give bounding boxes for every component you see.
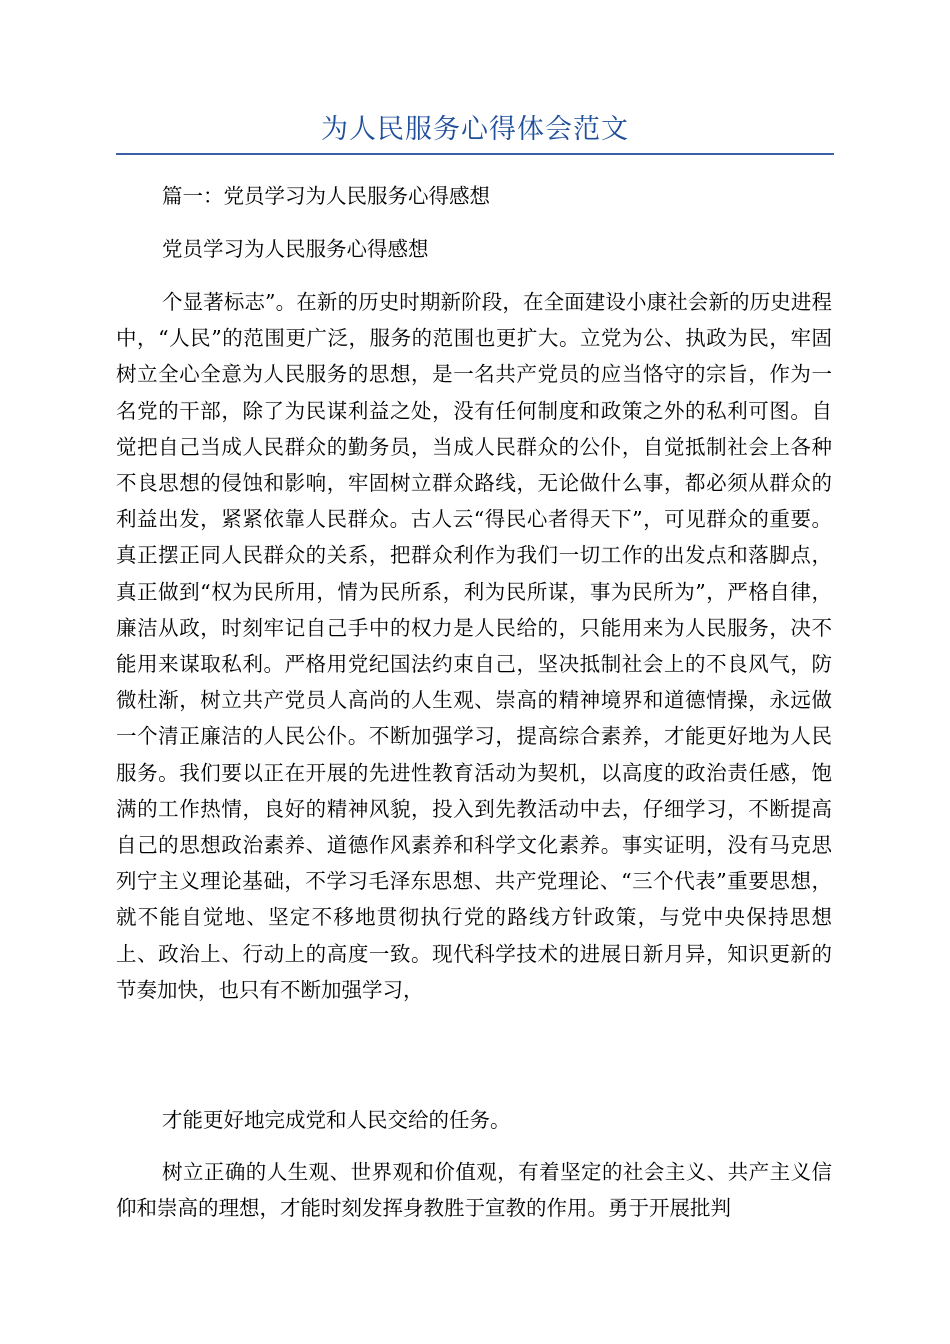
paragraph-1: 个显著标志”。在新的历史时期新阶段，在全面建设小康社会新的历史进程中，“人民”的范围更广泛，服务的范围也更扩大。立党为公、执政为民，牢固树立全心全意为人民服务的思想，是一名共产党员的应当恪守的宗旨，作为一名党的干部，除了为民谋利益之处，没有任何制度和政策之外的私利可图。自觉把自己当成人民群众的勤务员，当成人民群众的公仆，自觉抵制社会上各种不良思想的侵蚀和影响，牢固树立群众路线，无论做什么事，都必须从群众的利益出发，紧紧依靠人民群众。古人云“得民心者得天下”，可见群众的重要。真正摆正同人民群众的关系，把群众利作为我们一切工作的出发点和落脚点，真正做到“权为民所用，情为民所系，利为民所谋，事为民所为”，严格自律，廉洁从政，时刻牢记自己手中的权力是人民给的，只能用来为人民服务，决不能用来谋取私利。严格用党纪国法约束自己，坚决抵制社会上的不良风气，防微杜渐，树立共产党员人高尚的人生观、崇高的精神境界和道德情操，永远做一个清正廉洁的人民公仆。不断加强学习，提高综合素养，才能更好地为人民服务。我们要以正在开展的先进性教育活动为契机，以高度的政治责任感，饱满的工作热情，良好的精神风貌，投入到先教活动中去，仔细学习，不断提高自己的思想政治素养、道德作风素养和科学文化素养。事实证明，没有马克思列宁主义理论基础，不学习毛泽东思想、共产党理论、“三个代表”重要思想，就不能自觉地、坚定不移地贯彻执行党的路线方针政策，与党中央保持思想上、政治上、行动上的高度一致。现代科学技术的进展日新月异，知识更新的节奏加快，也只有不断加强学习，	[116, 290, 832, 1002]
document-title: 为人民服务心得体会范文	[321, 114, 629, 145]
subheading: 党员学习为人民服务心得感想	[162, 237, 429, 261]
title-underline	[116, 153, 834, 155]
paragraph-3: 树立正确的人生观、世界观和价值观，有着坚定的社会主义、共产主义信仰和崇高的理想，才能时刻发挥身教胜于宣教的作用。勇于开展批判	[116, 1160, 832, 1221]
paragraph-2: 才能更好地完成党和人民交给的任务。	[162, 1108, 511, 1132]
section-heading: 篇一：党员学习为人民服务心得感想	[162, 184, 490, 208]
